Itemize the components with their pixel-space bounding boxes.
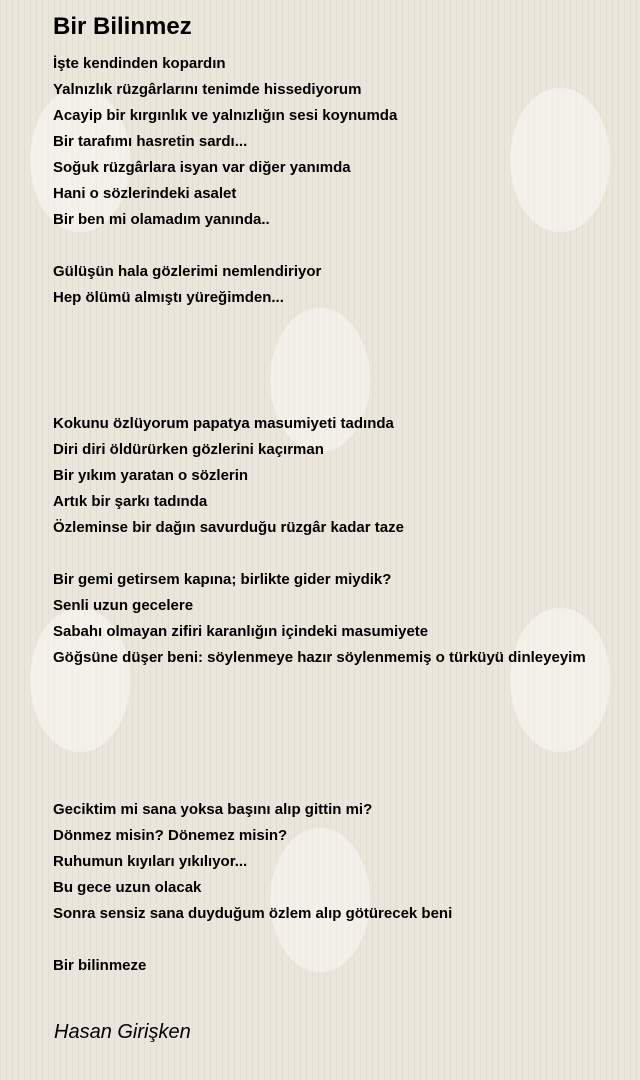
poem-line: Bir yıkım yaratan o sözlerin — [53, 467, 249, 484]
poem-line: Hep ölümü almıştı yüreğimden... — [53, 289, 284, 306]
stanza-6 — [53, 953, 146, 979]
stanza-2 — [53, 259, 321, 311]
stanza-1 — [53, 51, 397, 233]
poem-author: Hasan Girişken — [54, 1021, 191, 1043]
poem-line: Bir tarafımı hasretin sardı... — [53, 133, 248, 150]
poem-line: Bu gece uzun olacak — [53, 879, 202, 896]
poem-title: Bir Bilinmez — [53, 13, 192, 40]
poem-line: Gülüşün hala gözlerimi nemlendiriyor — [53, 263, 322, 280]
poem-line: Bir bilinmeze — [53, 957, 147, 974]
poem-line: Hani o sözlerindeki asalet — [53, 185, 237, 202]
poem-line: Geciktim mi sana yoksa başını alıp gittin mi? — [53, 801, 373, 818]
poem-line: İşte kendinden kopardın — [53, 55, 226, 72]
poem-line: Soğuk rüzgârlara isyan var diğer yanımda — [53, 159, 351, 176]
poem-line: Diri diri öldürürken gözlerini kaçırman — [53, 441, 324, 458]
poem-line: Bir ben mi olamadım yanında.. — [53, 211, 270, 228]
poem-line: Bir gemi getirsem kapına; birlikte gider miydik? — [53, 571, 392, 588]
poem-line: Sonra sensiz sana duyduğum özlem alıp götürecek beni — [53, 905, 453, 922]
stanza-4 — [53, 567, 586, 671]
poem-line: Özleminse bir dağın savurduğu rüzgâr kadar taze — [53, 519, 404, 536]
poem-line: Acayip bir kırgınlık ve yalnızlığın sesi koynumda — [53, 107, 398, 124]
poem-line: Sabahı olmayan zifiri karanlığın içindeki masumiyete — [53, 623, 429, 640]
poem-line: Ruhumun kıyıları yıkılıyor... — [53, 853, 248, 870]
poem-line: Senli uzun gecelere — [53, 597, 194, 614]
stanza-3 — [53, 411, 404, 541]
poem-line: Dönmez misin? Dönemez misin? — [53, 827, 288, 844]
poem-line: Kokunu özlüyorum papatya masumiyeti tadında — [53, 415, 394, 432]
poem-line: Artık bir şarkı tadında — [53, 493, 208, 510]
poem-line: Yalnızlık rüzgârlarını tenimde hissediyorum — [53, 81, 362, 98]
stanza-5 — [53, 797, 452, 927]
poem-line: Göğsüne düşer beni: söylenmeye hazır söylenmemiş o türküyü dinleyeyim — [53, 649, 586, 666]
